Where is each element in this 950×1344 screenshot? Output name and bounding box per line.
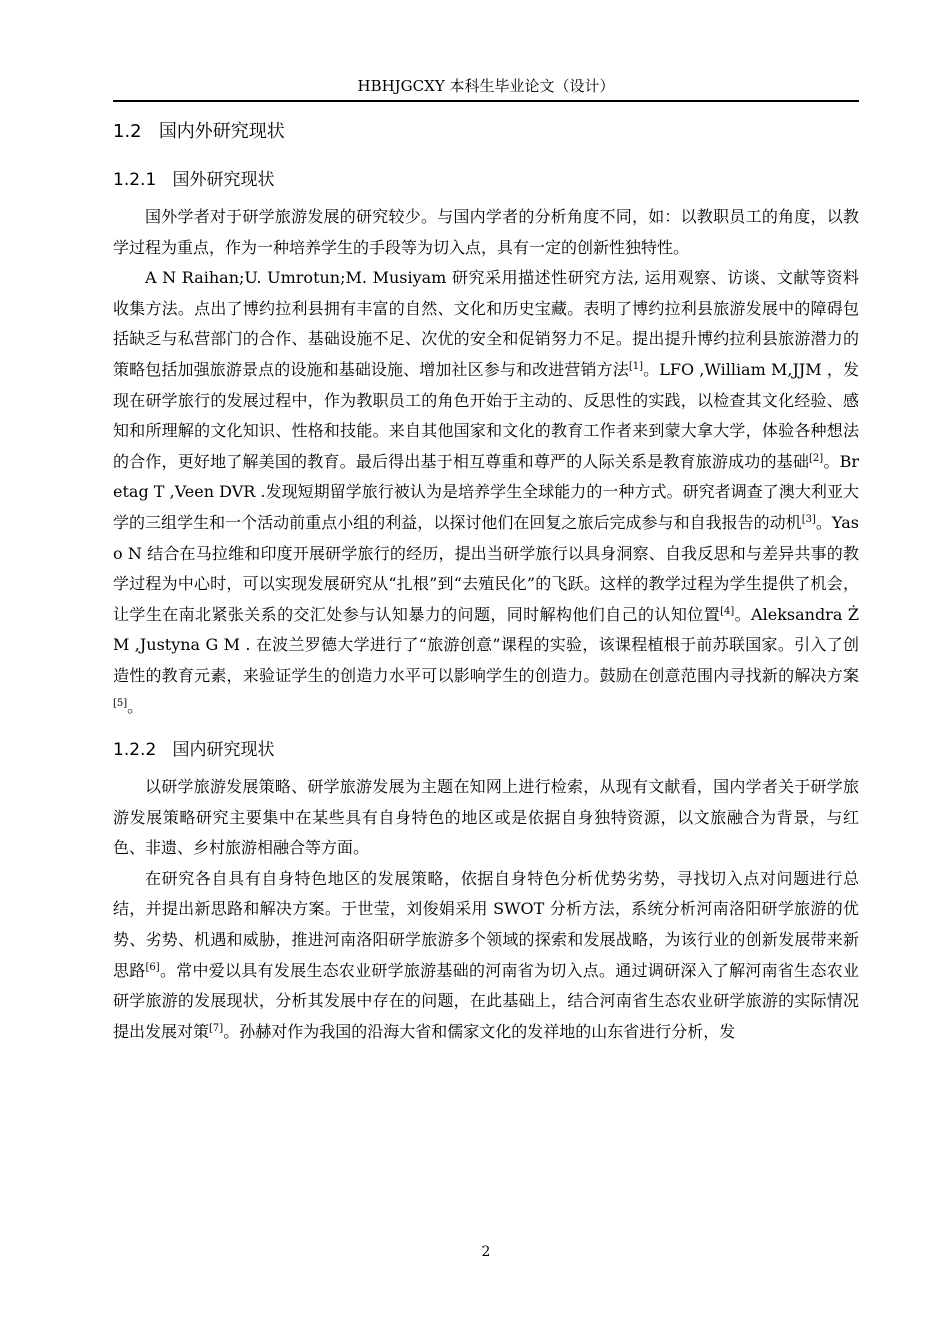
text-run: 在研究各自具有自身特色地区的发展策略，依据自身特色分析优势劣势，寻找切入点对问题进行总结，并提出新思路和解决方案。于世莹，刘俊娟采用 SWOT 分析方法，系统分析河南洛阳研学旅游的优势、劣势、机遇和威胁，推进河南洛阳研学旅游多个领域的探索和发展战略，为该行业的创新发展带来新思路 — [113, 868, 859, 980]
subsection-number: 1.2.2 — [113, 740, 157, 761]
header-rule — [113, 100, 859, 102]
text-run: 。Bretag T ,Veen DVR .发现短期留学旅行被认为是培养学生全球能力的一种方式。研究者调查了澳大利亚大学的三组学生和一个活动前重点小组的利益，以探讨他们在回复之旅后完成参与和自我报告的动机 — [113, 451, 859, 532]
subsection-heading-foreign — [113, 166, 859, 194]
paragraph-foreign-studies — [113, 263, 859, 722]
section-number: 1.2 — [113, 121, 142, 142]
text-run: 。Yaso N 结合在马拉维和印度开展研学旅行的经历，提出当研学旅行以具身洞察、自我反思和与差异共事的教学过程为中心时，可以实现发展研究从“扎根”到“去殖民化”的飞跃。这样的教学过程为学生提供了机会，让学生在南北紧张关系的交汇处参与认知暴力的问题，同时解构他们自己的认知位置 — [113, 512, 859, 624]
citation-4: [4] — [720, 605, 735, 617]
page-number: 2 — [481, 1244, 491, 1260]
subsection-title: 国内研究现状 — [172, 740, 275, 761]
text-run: 。LFO ,William M,JJM ，发现在研学旅行的发展过程中，作为教职员工的角色开始于主动的、反思性的实践，以检查其文化经验、感知和所理解的文化知识、性格和技能。来自其他国家和文化的教育工作者来到蒙大拿大学，体验各种想法的合作，更好地了解美国的教育。最后得出基于相互尊重和尊严的人际关系是教育旅游成功的基础 — [113, 359, 859, 471]
paragraph-foreign-intro: 国外学者对于研学旅游发展的研究较少。与国内学者的分析角度不同，如：以教职员工的角度，以教学过程为重点，作为一种培养学生的手段等为切入点，具有一定的创新性独特性。 — [113, 207, 859, 257]
paragraph-domestic-intro: 以研学旅游发展策略、研学旅游发展为主题在知网上进行检索，从现有文献看，国内学者关于研学旅游发展策略研究主要集中在某些具有自身特色的地区或是依据自身独特资源，以文旅融合为背景，与红色、非遗、乡村旅游相融合等方面。 — [113, 777, 859, 858]
citation-2: [2] — [809, 452, 824, 464]
citation-1: [1] — [628, 360, 644, 372]
subsection-number: 1.2.1 — [113, 170, 157, 190]
page-header: HBHJGCXY 本科生毕业论文（设计） — [357, 77, 615, 95]
text-run: 。常中爱以具有发展生态农业研学旅游基础的河南省为切入点。通过调研深入了解河南省生态农业研学旅游的发展现状，分析其发展中存在的问题，在此基础上，结合河南省生态农业研学旅游的实际情况提出发展对策 — [113, 960, 859, 1041]
section-heading — [113, 118, 859, 146]
text-run: 。孙赫对作为我国的沿海大省和儒家文化的发祥地的山东省进行分析，发 — [223, 1021, 736, 1041]
text-run: 。 — [127, 696, 144, 716]
paragraph-domestic-studies — [113, 864, 859, 1048]
citation-7: [7] — [209, 1022, 224, 1034]
section-title: 国内外研究现状 — [158, 121, 285, 142]
subsection-title: 国外研究现状 — [172, 170, 275, 190]
citation-6: [6] — [145, 961, 160, 973]
text-run: 。Aleksandra Ż M ,Justyna G M . 在波兰罗德大学进行了“旅游创意”课程的实验，该课程植根于前苏联国家。引入了创造性的教育元素，来验证学生的创造力水平可以影响学生的创造力。鼓励在创意范围内寻找新的解决方案 — [113, 604, 859, 685]
citation-5: [5] — [113, 697, 128, 709]
subsection-heading-domestic — [113, 736, 859, 764]
citation-3: [3] — [801, 513, 816, 525]
text-run: A N Raihan;U. Umrotun;M. Musiyam 研究采用描述性研究方法, 运用观察、访谈、文献等资料收集方法。点出了博约拉利县拥有丰富的自然、文化和历史宝藏。表明了博约拉利县旅游发展中的障碍包括缺乏与私营部门的合作、基础设施不足、次优的安全和促销努力不足。提出提升博约拉利县旅游潜力的策略包括加强旅游景点的设施和基础设施、增加社区参与和改进营销方法 — [113, 268, 859, 379]
page-body — [113, 114, 859, 1047]
